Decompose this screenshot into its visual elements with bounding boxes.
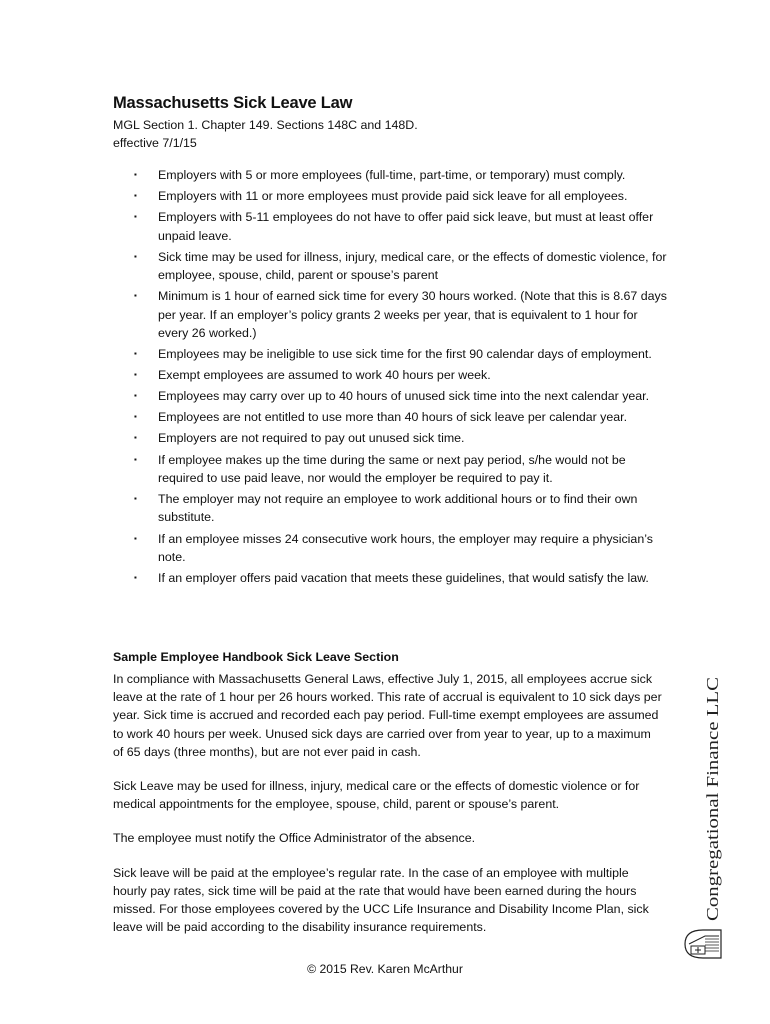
bullet-text: If an employer offers paid vacation that meets these guidelines, that would satisfy the law. — [158, 571, 649, 586]
bullet-marker-icon: ▪ — [134, 291, 137, 301]
law-citation: MGL Section 1. Chapter 149. Sections 148C and 148D. — [113, 118, 418, 132]
bullet-text: Employees may carry over up to 40 hours of unused sick time into the next calendar year. — [158, 389, 650, 404]
bullet-marker-icon: ▪ — [134, 391, 137, 401]
bullet-marker-icon: ▪ — [134, 251, 137, 261]
bullet-item — [130, 366, 670, 384]
bullet-item — [130, 408, 670, 426]
paragraph-notify: The employee must notify the Office Administrator of the absence. — [113, 831, 476, 846]
bullet-marker-icon: ▪ — [134, 370, 137, 380]
bullet-marker-icon: ▪ — [134, 433, 137, 443]
bullet-text: Employers are not required to pay out unused sick time. — [158, 431, 465, 446]
bullet-text: Employers with 5-11 employees do not have to offer paid sick leave, but must at least offer unpaid leave. — [158, 210, 654, 243]
paragraph-accrual: In compliance with Massachusetts General Laws, effective July 1, 2015, all employees accrue sick leave at the rate of 1 hour per 26 hours worked. This rate of accrual is equivalent to 10 sick days per year. Sick time is accrued and recorded each pay period. Full-time exempt employees are assumed to work 40 hours per week. Unused sick days are carried over from year to year, up to a maximum of 65 days (three months), but are not ever paid in cash. — [113, 672, 662, 759]
bullet-marker-icon: ▪ — [134, 170, 137, 179]
bullet-text: Sick time may be used for illness, injury, medical care, or the effects of domestic violence, for employee, spouse, child, parent or spouse’s parent — [158, 249, 667, 283]
effective-date: effective 7/1/15 — [113, 136, 197, 150]
rules-bullet-list — [130, 166, 670, 590]
copyright-line: © 2015 Rev. Karen McArthur — [307, 962, 463, 976]
bullet-marker-icon: ▪ — [134, 212, 137, 222]
bullet-item — [130, 429, 670, 447]
bullet-text: If employee makes up the time during the same or next pay period, s/he would not be required to use paid leave, nor would the employer be required to pay it. — [158, 452, 626, 485]
bullet-marker-icon: ▪ — [134, 494, 137, 504]
church-logo-icon — [681, 926, 725, 962]
brand-name-text: Congregational Finance LLC — [703, 721, 722, 921]
bullet-text: Employees are not entitled to use more than 40 hours of sick leave per calendar year. — [158, 410, 628, 425]
bullet-marker-icon: ▪ — [134, 412, 137, 422]
bullet-text: The employer may not require an employee to work additional hours or to find their own substitute. — [158, 492, 638, 525]
bullet-item — [130, 387, 670, 405]
bullet-item — [130, 166, 670, 184]
bullet-marker-icon: ▪ — [134, 573, 137, 583]
bullet-marker-icon: ▪ — [134, 191, 137, 201]
brand-vertical-wordmark — [694, 675, 728, 923]
bullet-item — [130, 187, 670, 205]
paragraph-pay-rate: Sick leave will be paid at the employee’s regular rate. In the case of an employee with multiple hourly pay rates, sick time will be paid at the rate that would have been earned during the hours missed. For those employees covered by the UCC Life Insurance and Disability Income Plan, sick leave will be paid according to the disability insurance requirements. — [113, 865, 649, 935]
bullet-text: Exempt employees are assumed to work 40 hours per week. — [158, 368, 491, 383]
document-title: Massachusetts Sick Leave Law — [113, 94, 353, 112]
bullet-text: Employers with 11 or more employees must provide paid sick leave for all employees. — [158, 189, 628, 204]
bullet-item — [130, 208, 670, 245]
bullet-marker-icon: ▪ — [134, 454, 137, 464]
bullet-marker-icon: ▪ — [134, 349, 137, 359]
bullet-text: Minimum is 1 hour of earned sick time for every 30 hours worked. (Note that this is 8.67 days per year. If an employer’s policy grants 2 weeks per year, that is equivalent to 1 hour for every 26 worked.) — [158, 289, 667, 340]
bullet-item — [130, 451, 670, 488]
bullet-text: Employers with 5 or more employees (full-time, part-time, or temporary) must comply. — [158, 168, 626, 182]
bullet-item — [130, 490, 670, 527]
bullet-item — [130, 569, 670, 587]
bullet-text: If an employee misses 24 consecutive work hours, the employer may require a physician’s note. — [158, 531, 653, 564]
handbook-section — [113, 670, 663, 952]
bullet-item — [130, 248, 670, 285]
paragraph-usage: Sick Leave may be used for illness, injury, medical care or the effects of domestic violence or for medical appointments for the employee, spouse, child, parent or spouse’s parent. — [113, 779, 640, 812]
bullet-text: Employees may be ineligible to use sick time for the first 90 calendar days of employment. — [158, 347, 652, 362]
bullet-item — [130, 530, 670, 567]
section-title: Sample Employee Handbook Sick Leave Section — [113, 650, 399, 664]
bullet-marker-icon: ▪ — [134, 533, 137, 543]
bullet-item — [130, 287, 670, 342]
bullet-item — [130, 345, 670, 363]
